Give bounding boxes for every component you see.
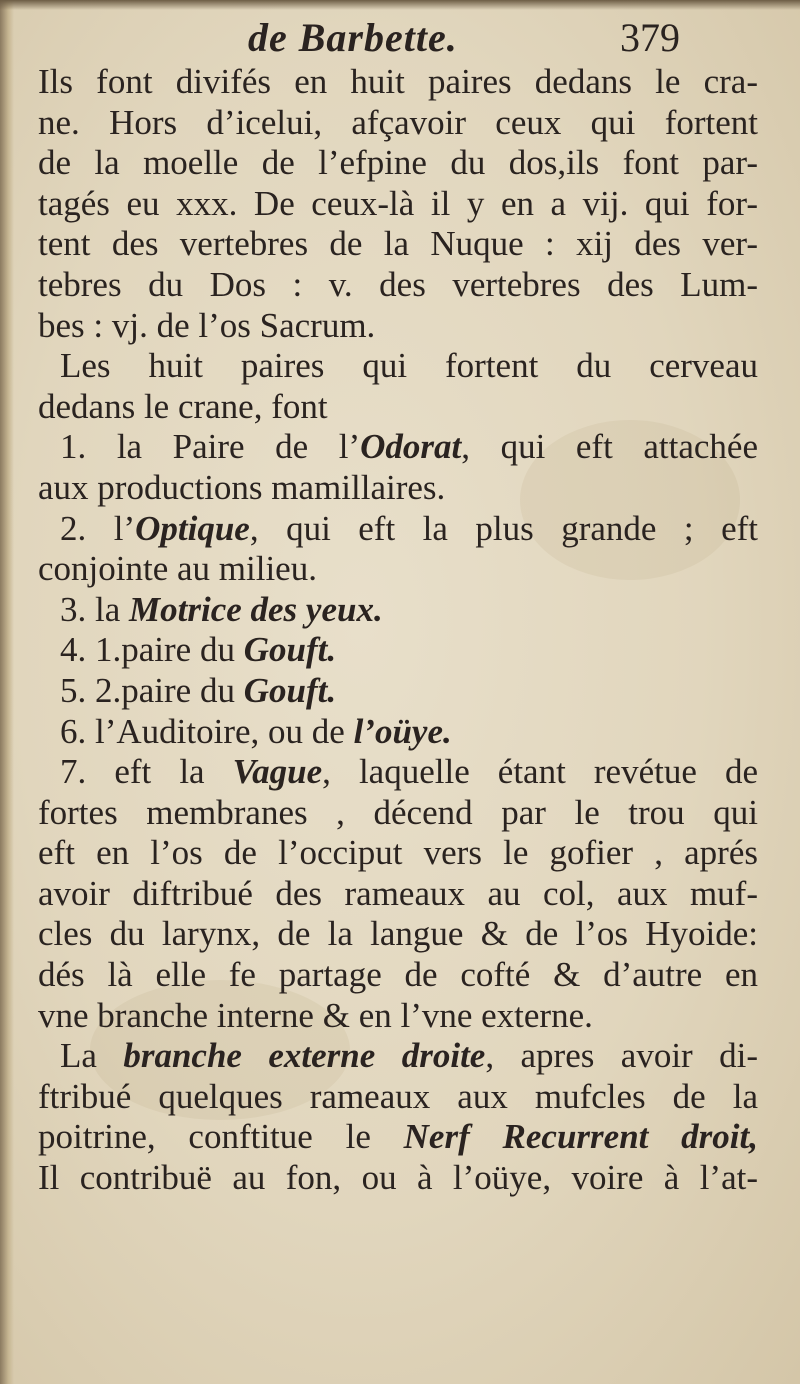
text-run: tebres du Dos : v. des vertebres des Lum- xyxy=(38,264,758,304)
text-run: , apres avoir di- xyxy=(485,1036,759,1076)
text-line xyxy=(38,793,758,834)
italic-term: Odorat xyxy=(360,427,462,467)
text-run: 7. eft la xyxy=(60,752,233,792)
text-run: tagés eu xxx. De ceux-là il y en a vij. qui for- xyxy=(38,183,758,223)
text-line xyxy=(38,712,758,753)
text-line xyxy=(38,1077,758,1118)
page-number: 379 xyxy=(620,15,680,60)
running-head: de Barbette. xyxy=(248,15,458,60)
italic-term: l’oüye. xyxy=(353,711,452,751)
italic-term: branche externe droite xyxy=(123,1036,486,1076)
body-text xyxy=(38,62,758,1199)
text-run: 5. 2.paire du xyxy=(60,670,244,710)
text-run: Il contribuë au fon, ou à l’oüye, voire à l’at- xyxy=(38,1158,758,1198)
text-run: , laquelle étant revétue de xyxy=(322,752,758,792)
text-line xyxy=(38,224,758,265)
italic-term: Motrice des yeux. xyxy=(129,589,383,629)
text-line xyxy=(38,671,758,712)
text-line xyxy=(38,752,758,793)
text-line xyxy=(38,306,758,347)
text-line xyxy=(38,914,758,955)
text-run: , qui eft attachée xyxy=(461,427,758,467)
text-line xyxy=(38,346,758,387)
italic-term: Gouft. xyxy=(243,670,337,710)
italic-term: Gouft. xyxy=(243,630,337,670)
text-run: cles du larynx, de la langue & de l’os Hyoide: xyxy=(38,914,758,954)
text-line xyxy=(38,103,758,144)
text-run: dedans le crane, font xyxy=(38,386,328,426)
text-line xyxy=(38,590,758,631)
text-run: 2. l’ xyxy=(60,508,136,548)
text-run: poitrine, conftitue le xyxy=(38,1117,404,1157)
text-run: 4. 1.paire du xyxy=(60,630,244,670)
text-run: aux productions mamillaires. xyxy=(38,467,446,507)
text-line xyxy=(38,1117,758,1158)
text-run: tent des vertebres de la Nuque : xij des ver- xyxy=(38,224,758,264)
text-run: La xyxy=(60,1036,124,1076)
text-run: fortes membranes , décend par le trou qui xyxy=(38,792,758,832)
italic-term: Nerf Recurrent droit, xyxy=(403,1117,758,1157)
text-run: 1. la Paire de l’ xyxy=(60,427,361,467)
text-run: conjointe au milieu. xyxy=(38,549,317,589)
text-run: bes : vj. de l’os Sacrum. xyxy=(38,305,376,345)
text-line xyxy=(38,630,758,671)
text-run: avoir diftribué des rameaux au col, aux muf- xyxy=(38,873,758,913)
text-line xyxy=(38,62,758,103)
text-line xyxy=(38,955,758,996)
page-gutter-shadow xyxy=(0,0,14,1384)
text-line xyxy=(38,833,758,874)
text-line xyxy=(38,265,758,306)
text-run: vne branche interne & en l’vne externe. xyxy=(38,995,593,1035)
text-line xyxy=(38,549,758,590)
text-line xyxy=(38,996,758,1037)
text-run: de la moelle de l’efpine du dos,ils font par- xyxy=(38,143,758,183)
text-line xyxy=(38,874,758,915)
text-line xyxy=(38,184,758,225)
page-header xyxy=(0,8,800,64)
text-line xyxy=(38,427,758,468)
text-run: ne. Hors d’icelui, afçavoir ceux qui fortent xyxy=(38,102,758,142)
text-run: Les huit paires qui fortent du cerveau xyxy=(60,346,758,386)
text-line xyxy=(38,468,758,509)
text-run: Ils font divifés en huit paires dedans le cra- xyxy=(38,62,758,101)
text-run: 6. l’Auditoire, ou de xyxy=(60,711,354,751)
text-line xyxy=(38,509,758,550)
text-run: ftribué quelques rameaux aux mufcles de la xyxy=(38,1076,758,1116)
text-line xyxy=(38,387,758,428)
text-run: 3. la xyxy=(60,589,130,629)
text-line xyxy=(38,1036,758,1077)
text-line xyxy=(38,1158,758,1199)
text-run: dés là elle fe partage de cofté & d’autre en xyxy=(38,955,758,995)
text-run: , qui eft la plus grande ; eft xyxy=(249,508,758,548)
text-line xyxy=(38,143,758,184)
italic-term: Optique xyxy=(135,508,250,548)
italic-term: Vague xyxy=(232,752,323,792)
text-run: eft en l’os de l’occiput vers le gofier , aprés xyxy=(38,833,758,873)
